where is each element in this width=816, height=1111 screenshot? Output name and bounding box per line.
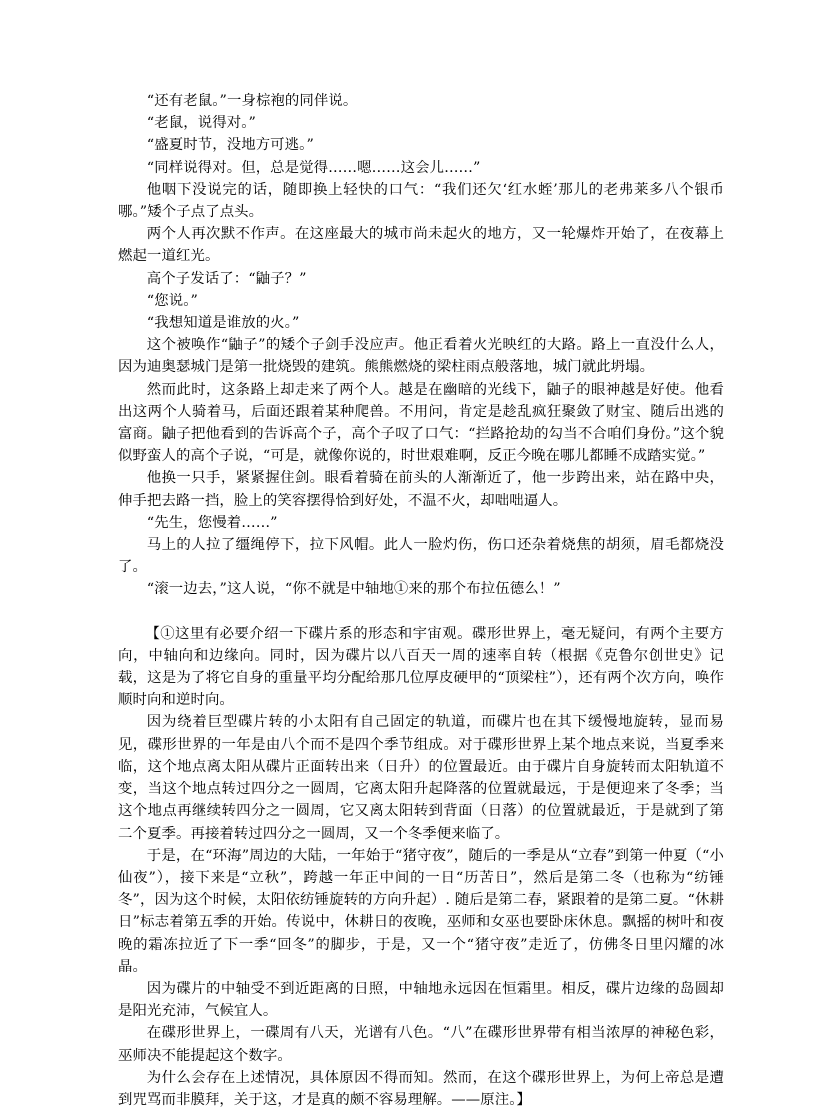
story-paragraph: 他咽下没说完的话，随即换上轻快的口气：“我们还欠‘红水蛭’那儿的老弗莱多八个银币哪。”矮个子点了点头。 bbox=[118, 181, 724, 221]
footnote-paragraph: 因为碟片的中轴受不到近距离的日照，中轴地永远因在恒霜里。相反，碟片边缘的岛圆却是阳光充沛，气候宜人。 bbox=[118, 980, 724, 1020]
story-paragraph: 他换一只手，紧紧握住剑。眼看着骑在前头的人渐渐近了，他一步跨出来，站在路中央，伸手把去路一挡，脸上的笑容摆得恰到好处，不温不火，却咄咄逼人。 bbox=[118, 470, 724, 509]
document-page bbox=[118, 90, 724, 1111]
footnote-paragraph: 为什么会存在上述情况，具体原因不得而知。然而，在这个碟形世界上，为何上帝总是遭到咒骂而非膜拜，关于这，才是真的颇不容易理解。——原注。】 bbox=[118, 1069, 724, 1108]
story-paragraph: “滚一边去，”这人说，“你不就是中轴地①来的那个布拉伍德么！” bbox=[146, 581, 561, 598]
story-paragraph: 这个被唤作“鼬子”的矮个子剑手没应声。他正看着火光映红的大路。路上一直没什么人，因为迪奥瑟城门是第一批烧毁的建筑。熊熊燃烧的梁柱雨点般落地，城门就此坍塌。 bbox=[118, 337, 724, 376]
story-paragraph: “盛夏时节，没地方可逃。” bbox=[146, 137, 314, 154]
story-paragraph: 两个人再次默不作声。在这座最大的城市尚未起火的地方，又一轮爆炸开始了，在夜幕上燃起一道红光。 bbox=[118, 226, 724, 265]
story-paragraph: 马上的人拉了缰绳停下，拉下风帽。此人一脸灼伤，伤口还杂着烧焦的胡须，眉毛都烧没了。 bbox=[118, 537, 724, 576]
story-paragraph: “老鼠，说得对。” bbox=[146, 115, 256, 132]
story-section bbox=[118, 90, 724, 601]
story-paragraph: 高个子发话了：“鼬子？” bbox=[146, 270, 307, 287]
story-paragraph: “我想知道是谁放的火。” bbox=[146, 315, 300, 332]
section-spacer bbox=[118, 601, 724, 623]
story-paragraph: “同样说得对。但，总是觉得……嗯……这会儿……” bbox=[146, 159, 481, 176]
footnote-paragraph: 因为绕着巨型碟片转的小太阳有自己固定的轨道，而碟片也在其下缓慢地旋转，显而易见，碟形世界的一年是由八个而不是四个季节组成。对于碟形世界上某个地点来说，当夏季来临，这个地点离太阳从碟片正面转出来（日升）的位置最近。由于碟片自身旋转而太阳轨道不变，当这个地点转过四分之一圆周，它离太阳升起降落的位置就最远，于是便迎来了冬季；当这个地点再继续转四分之一圆周，它又离太阳转到背面（日落）的位置就最近，于是就到了第二个夏季。再接着转过四分之一圆周，又一个冬季便来临了。 bbox=[118, 714, 724, 842]
footnote-paragraph: 于是，在“环海”周边的大陆，一年始于“猪守夜”，随后的一季是从“立春”到第一仲夏（“小仙夜”），接下来是“立秋”，跨越一年正中间的一日“历苦日”，然后是第二冬（也称为“纺锤冬”，因为这个时候，太阳依纺锤旋转的方向升起）. 随后是第二春，紧跟着的是第二夏。“休耕日”标志着第五季的开始。传说中，休耕日的夜晚，巫师和女巫也要卧床休息。飘摇的树叶和夜晚的霜冻拉近了下一季“回冬”的脚步，于是，又一个“猪守夜”走近了，仿佛冬日里闪耀的冰晶。 bbox=[118, 847, 724, 975]
footnote-section bbox=[118, 623, 724, 1111]
footnote-paragraph: 【①这里有必要介绍一下碟片系的形态和宇宙观。碟形世界上，毫无疑问，有两个主要方向，中轴向和边缘向。同时，因为碟片以八百天一周的速率自转（根据《克鲁尔创世史》记载，这是为了将它自身的重量平均分配给那几位厚皮硬甲的“顶梁柱”），还有两个次方向，唤作顺时向和逆时向。 bbox=[118, 625, 724, 709]
story-paragraph: “您说。” bbox=[146, 292, 198, 309]
footnote-paragraph: 在碟形世界上，一碟周有八天，光谱有八色。“八”在碟形世界带有相当浓厚的神秘色彩，巫师决不能提起这个数字。 bbox=[118, 1025, 724, 1064]
story-paragraph: “还有老鼠。”一身棕袍的同伴说。 bbox=[146, 93, 358, 109]
story-paragraph: 然而此时，这条路上却走来了两个人。越是在幽暗的光线下，鼬子的眼神越是好使。他看出这两个人骑着马，后面还跟着某种爬兽。不用问，肯定是趁乱疯狂聚敛了财宝、随后出逃的富商。鼬子把他看到的告诉高个子，高个子叹了口气：“拦路抢劫的勾当不合咱们身份。”这个貌似野蛮人的高个子说，“可是，就像你说的，时世艰难啊，反正今晚在哪儿都睡不成踏实觉。” bbox=[118, 381, 724, 465]
story-paragraph: “先生，您慢着……” bbox=[146, 514, 278, 531]
